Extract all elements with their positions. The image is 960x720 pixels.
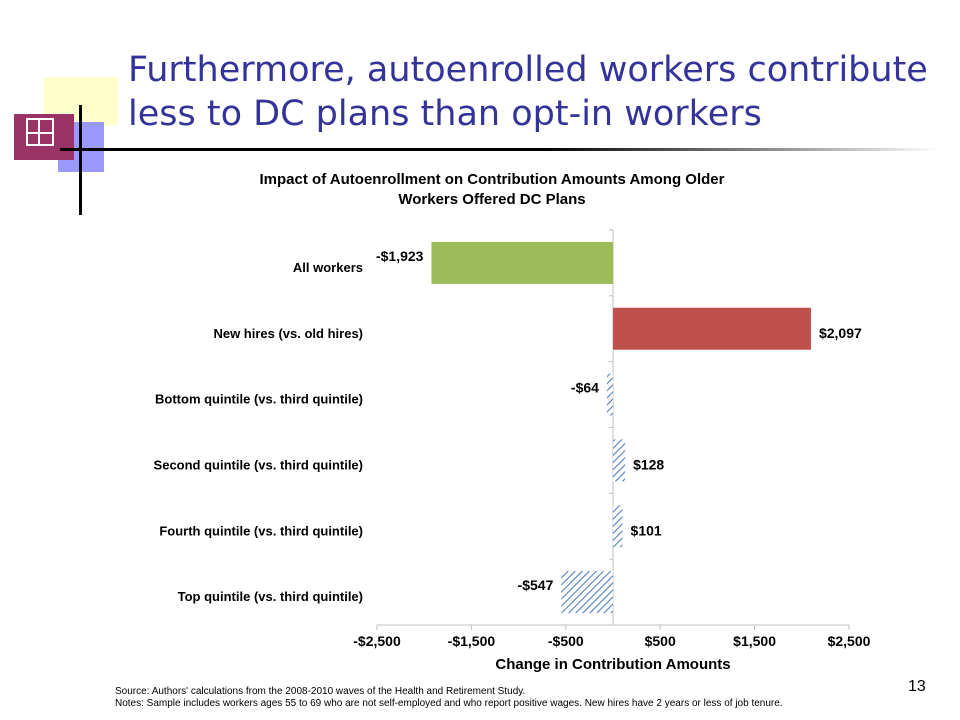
category-label: Fourth quintile (vs. third quintile) xyxy=(159,523,363,539)
bar xyxy=(613,439,625,481)
notes-line: Notes: Sample includes workers ages 55 to 69 who are not self-employed and who report positive wages. New hires have 2 years or less of job tenure. xyxy=(115,698,783,709)
x-axis-label: Change in Contribution Amounts xyxy=(495,656,731,673)
category-label: Second quintile (vs. third quintile) xyxy=(153,457,363,473)
x-tick-label: -$2,500 xyxy=(353,633,401,649)
source-line: Source: Authors' calculations from the 2008-2010 waves of the Health and Retirement Study. xyxy=(115,686,526,697)
bar xyxy=(561,571,613,613)
bar xyxy=(613,505,623,547)
category-label: Top quintile (vs. third quintile) xyxy=(177,589,363,605)
category-label: All workers xyxy=(292,259,363,275)
x-tick-label: $1,500 xyxy=(733,633,777,649)
chart-title-line-1: Impact of Autoenrollment on Contribution Amounts Among Older xyxy=(259,171,725,188)
bar xyxy=(607,374,613,416)
slide-number: 13 xyxy=(908,678,926,695)
data-label: -$64 xyxy=(570,379,599,396)
x-tick-label: $2,500 xyxy=(827,633,871,649)
data-label: $101 xyxy=(630,522,662,539)
data-label: $128 xyxy=(633,456,665,473)
chart-title-line-2: Workers Offered DC Plans xyxy=(398,191,586,208)
x-tick-label: $500 xyxy=(644,633,676,649)
bar xyxy=(613,308,811,350)
x-tick-label: -$1,500 xyxy=(447,633,496,649)
slide-title: Furthermore, autoenrolled workers contribute less to DC plans than opt-in workers xyxy=(128,50,928,134)
x-tick-label: -$500 xyxy=(547,633,584,649)
data-label: -$547 xyxy=(517,577,554,594)
data-label: -$1,923 xyxy=(375,247,424,264)
bar xyxy=(431,242,613,284)
category-label: New hires (vs. old hires) xyxy=(213,325,363,341)
category-label: Bottom quintile (vs. third quintile) xyxy=(155,391,363,407)
data-label: $2,097 xyxy=(818,324,862,341)
source-note xyxy=(115,686,783,710)
